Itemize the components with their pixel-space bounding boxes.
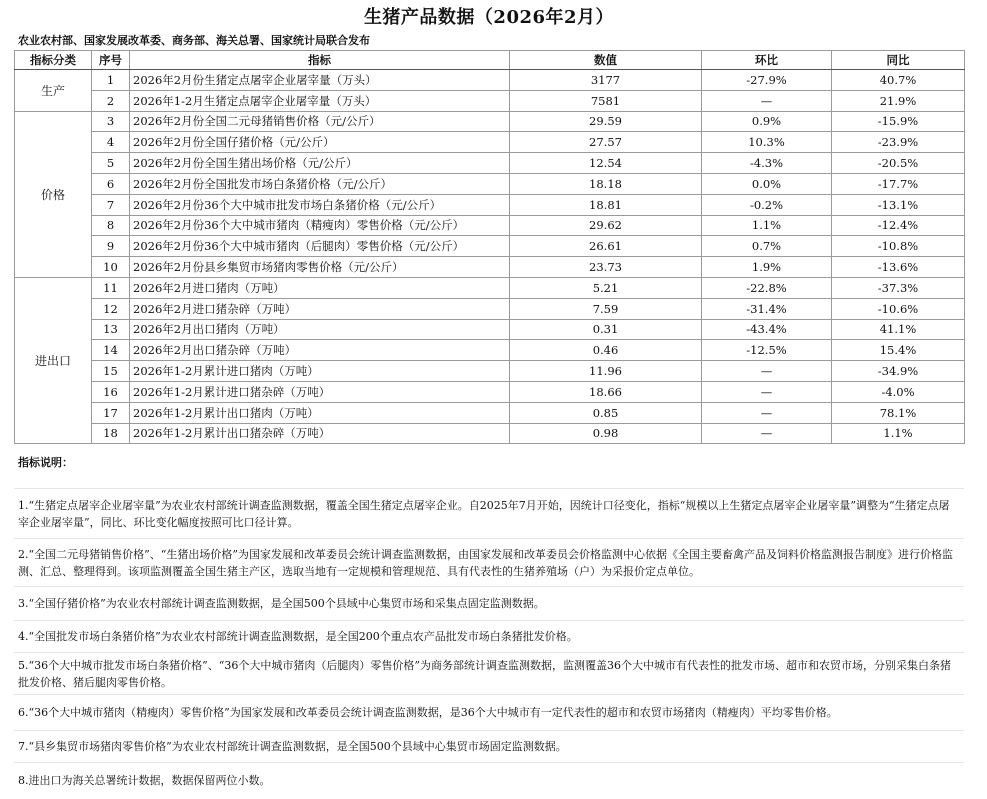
note-item: 2.“全国二元母猪销售价格”、“生猪出场价格”为国家发展和改革委员会统计调查监测数据，由国家发展和改革委员会价格监测中心依据《全国主要畜禽产品及饲料价格监测报告制度》进行价格监测、汇总、整理得到。该项监测覆盖全国生猪主产区，选取当地有一定规模和管理规范、具有代表性的生猪养殖场（户）为采报价定点单位。 [14, 539, 964, 587]
indicator-name-cell: 2026年2月份全国批发市场白条猪价格（元/公斤） [130, 173, 510, 194]
note-item: 5.“36个大中城市批发市场白条猪价格”、“36个大中城市猪肉（后腿肉）零售价格”为商务部统计调查监测数据，监测覆盖36个大中城市有代表性的批发市场、超市和农贸市场，分别采集白条猪批发价格、猪后腿肉零售价格。 [14, 653, 964, 695]
row-number-cell: 17 [92, 402, 130, 423]
yoy-change-cell: -37.3% [832, 277, 965, 298]
value-cell: 18.81 [510, 194, 702, 215]
mom-change-cell: -0.2% [702, 194, 832, 215]
value-cell: 18.66 [510, 381, 702, 402]
row-number-cell: 10 [92, 257, 130, 278]
yoy-change-cell: 41.1% [832, 319, 965, 340]
mom-change-cell: 10.3% [702, 132, 832, 153]
row-number-cell: 13 [92, 319, 130, 340]
table-row [15, 236, 965, 257]
value-cell: 27.57 [510, 132, 702, 153]
indicator-name-cell: 2026年1-2月累计出口猪杂碎（万吨） [130, 423, 510, 444]
yoy-change-cell: -4.0% [832, 381, 965, 402]
yoy-change-cell: -17.7% [832, 173, 965, 194]
value-cell: 0.46 [510, 340, 702, 361]
indicator-name-cell: 2026年2月份36个大中城市猪肉（精瘦肉）零售价格（元/公斤） [130, 215, 510, 236]
mom-change-cell: -31.4% [702, 298, 832, 319]
indicator-name-cell: 2026年2月份36个大中城市猪肉（后腿肉）零售价格（元/公斤） [130, 236, 510, 257]
spreadsheet-sheet [14, 4, 964, 797]
note-item: 6.“36个大中城市猪肉（精瘦肉）零售价格”为国家发展和改革委员会统计调查监测数据，是36个大中城市有一定代表性的超市和农贸市场猪肉（精瘦肉）平均零售价格。 [14, 695, 964, 731]
yoy-change-cell: 15.4% [832, 340, 965, 361]
value-cell: 0.98 [510, 423, 702, 444]
pig-data-table [14, 50, 965, 444]
indicator-name-cell: 2026年1-2月累计进口猪肉（万吨） [130, 361, 510, 382]
value-cell: 29.62 [510, 215, 702, 236]
column-header: 指标 [130, 51, 510, 70]
value-cell: 23.73 [510, 257, 702, 278]
value-cell: 26.61 [510, 236, 702, 257]
table-row [15, 111, 965, 132]
column-header: 数值 [510, 51, 702, 70]
table-row [15, 277, 965, 298]
note-item: 8.进出口为海关总署统计数据，数据保留两位小数。 [18, 773, 271, 787]
table-row [15, 153, 965, 174]
note-item: 4.“全国批发市场白条猪价格”为农业农村部统计调查监测数据，是全国200个重点农产品批发市场白条猪批发价格。 [14, 621, 964, 653]
column-header: 环比 [702, 51, 832, 70]
indicator-name-cell: 2026年2月进口猪肉（万吨） [130, 277, 510, 298]
table-row [15, 361, 965, 382]
mom-change-cell: — [702, 361, 832, 382]
indicator-name-cell: 2026年2月份全国仔猪价格（元/公斤） [130, 132, 510, 153]
value-cell: 7.59 [510, 298, 702, 319]
value-cell: 5.21 [510, 277, 702, 298]
mom-change-cell: -4.3% [702, 153, 832, 174]
row-number-cell: 6 [92, 173, 130, 194]
yoy-change-cell: -12.4% [832, 215, 965, 236]
table-row [15, 215, 965, 236]
value-cell: 0.31 [510, 319, 702, 340]
value-cell: 12.54 [510, 153, 702, 174]
column-header: 同比 [832, 51, 965, 70]
indicator-name-cell: 2026年2月进口猪杂碎（万吨） [130, 298, 510, 319]
yoy-change-cell: -23.9% [832, 132, 965, 153]
yoy-change-cell: -10.6% [832, 298, 965, 319]
yoy-change-cell: -20.5% [832, 153, 965, 174]
indicator-name-cell: 2026年1-2月生猪定点屠宰企业屠宰量（万头） [130, 90, 510, 111]
table-row [15, 298, 965, 319]
row-number-cell: 4 [92, 132, 130, 153]
note-item: 1.“生猪定点屠宰企业屠宰量”为农业农村部统计调查监测数据，覆盖全国生猪定点屠宰企业。自2025年7月开始，因统计口径变化，指标“规模以上生猪定点屠宰企业屠宰量”调整为“生猪定点屠宰企业屠宰量”，同比、环比变化幅度按照可比口径计算。 [14, 489, 964, 539]
value-cell: 7581 [510, 90, 702, 111]
mom-change-cell: 1.1% [702, 215, 832, 236]
mom-change-cell: 0.9% [702, 111, 832, 132]
indicator-name-cell: 2026年2月出口猪杂碎（万吨） [130, 340, 510, 361]
table-row [15, 70, 965, 91]
indicator-name-cell: 2026年2月份全国生猪出场价格（元/公斤） [130, 153, 510, 174]
row-number-cell: 14 [92, 340, 130, 361]
mom-change-cell: — [702, 402, 832, 423]
row-number-cell: 3 [92, 111, 130, 132]
table-body [15, 70, 965, 444]
mom-change-cell: 0.0% [702, 173, 832, 194]
table-row [15, 257, 965, 278]
notes-heading: 指标说明： [14, 444, 964, 489]
mom-change-cell: 0.7% [702, 236, 832, 257]
table-row [15, 194, 965, 215]
mom-change-cell: -22.8% [702, 277, 832, 298]
category-cell: 进出口 [15, 277, 92, 443]
mom-change-cell: -12.5% [702, 340, 832, 361]
mom-change-cell: — [702, 423, 832, 444]
table-row [15, 173, 965, 194]
yoy-change-cell: 40.7% [832, 70, 965, 91]
row-number-cell: 1 [92, 70, 130, 91]
column-header: 指标分类 [15, 51, 92, 70]
yoy-change-cell: -15.9% [832, 111, 965, 132]
note-item: 3.“全国仔猪价格”为农业农村部统计调查监测数据，是全国500个县域中心集贸市场和采集点固定监测数据。 [14, 587, 964, 621]
mom-change-cell: 1.9% [702, 257, 832, 278]
mom-change-cell: — [702, 90, 832, 111]
indicator-name-cell: 2026年2月份县乡集贸市场猪肉零售价格（元/公斤） [130, 257, 510, 278]
row-number-cell: 11 [92, 277, 130, 298]
value-cell: 3177 [510, 70, 702, 91]
yoy-change-cell: 78.1% [832, 402, 965, 423]
table-row [15, 132, 965, 153]
row-number-cell: 7 [92, 194, 130, 215]
indicator-name-cell: 2026年2月份全国二元母猪销售价格（元/公斤） [130, 111, 510, 132]
note-item: 7.“县乡集贸市场猪肉零售价格”为农业农村部统计调查监测数据，是全国500个县域中心集贸市场固定监测数据。 [14, 731, 964, 763]
value-cell: 18.18 [510, 173, 702, 194]
value-cell: 11.96 [510, 361, 702, 382]
mom-change-cell: -27.9% [702, 70, 832, 91]
yoy-change-cell: 21.9% [832, 90, 965, 111]
table-row [15, 90, 965, 111]
mom-change-cell: — [702, 381, 832, 402]
mom-change-cell: -43.4% [702, 319, 832, 340]
indicator-name-cell: 2026年2月份36个大中城市批发市场白条猪价格（元/公斤） [130, 194, 510, 215]
indicator-name-cell: 2026年2月份生猪定点屠宰企业屠宰量（万头） [130, 70, 510, 91]
table-row [15, 340, 965, 361]
publisher-line: 农业农村部、国家发展改革委、商务部、海关总署、国家统计局联合发布 [18, 34, 370, 47]
category-cell: 价格 [15, 111, 92, 277]
row-number-cell: 16 [92, 381, 130, 402]
page-title: 生猪产品数据（2026年2月） [363, 7, 615, 28]
category-cell: 生产 [15, 70, 92, 112]
row-number-cell: 18 [92, 423, 130, 444]
yoy-change-cell: 1.1% [832, 423, 965, 444]
yoy-change-cell: -13.6% [832, 257, 965, 278]
yoy-change-cell: -34.9% [832, 361, 965, 382]
table-row [15, 319, 965, 340]
table-row [15, 402, 965, 423]
table-row [15, 381, 965, 402]
row-number-cell: 5 [92, 153, 130, 174]
table-header-row [15, 51, 965, 70]
row-number-cell: 2 [92, 90, 130, 111]
yoy-change-cell: -13.1% [832, 194, 965, 215]
indicator-name-cell: 2026年1-2月累计进口猪杂碎（万吨） [130, 381, 510, 402]
yoy-change-cell: -10.8% [832, 236, 965, 257]
column-header: 序号 [92, 51, 130, 70]
row-number-cell: 9 [92, 236, 130, 257]
value-cell: 29.59 [510, 111, 702, 132]
row-number-cell: 8 [92, 215, 130, 236]
table-row [15, 423, 965, 444]
indicator-name-cell: 2026年1-2月累计出口猪肉（万吨） [130, 402, 510, 423]
value-cell: 0.85 [510, 402, 702, 423]
indicator-name-cell: 2026年2月出口猪肉（万吨） [130, 319, 510, 340]
row-number-cell: 15 [92, 361, 130, 382]
row-number-cell: 12 [92, 298, 130, 319]
